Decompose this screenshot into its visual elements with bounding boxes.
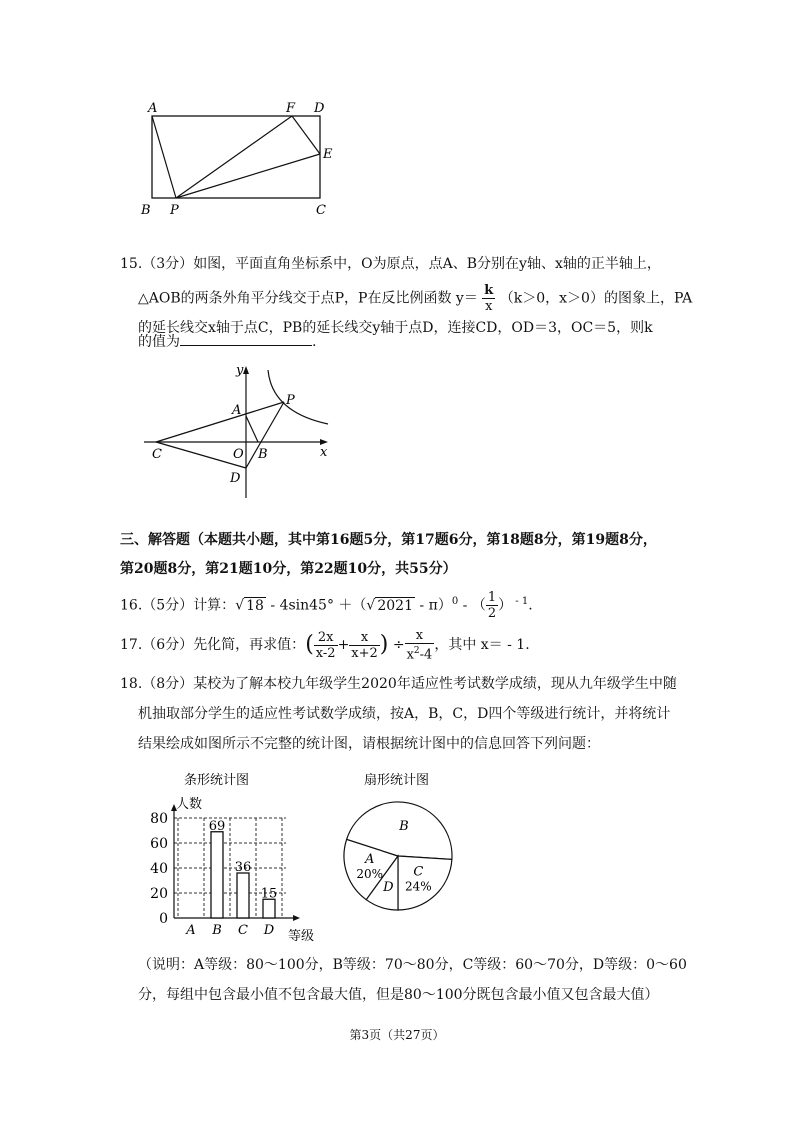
q16-mid-1: - 4sin45° ＋（ — [265, 597, 367, 614]
label-d2: D — [230, 471, 241, 486]
ytick-0: 0 — [159, 911, 168, 927]
label-a2: A — [232, 403, 242, 418]
q17-f3-den-exp: 2 — [413, 646, 420, 656]
q17-f3-den-tail: -4 — [419, 647, 433, 663]
data-label-D: 15 — [260, 886, 278, 902]
label-c2: C — [152, 447, 162, 462]
q16-frac-num: 1 — [487, 590, 497, 605]
label-e: E — [323, 147, 333, 162]
q16: 16.（5分）计算：√ 18 - 4sin45° ＋（√ 2021 - π）$^0$ - （ $\frac{1}{2}$ ） $^{- 1}$. — [120, 590, 533, 621]
q17-f1-num: 2x — [314, 630, 338, 646]
q18-line3: 结果绘成如图所示不完整的统计图，请根据统计图中的信息回答下列问题： — [138, 736, 600, 752]
xtick-C: C — [238, 923, 248, 938]
ytick-80: 80 — [150, 811, 168, 827]
q17-suffix: ，其中 x＝ - 1. — [434, 637, 530, 654]
q15-frac-num: k — [484, 283, 494, 298]
q16-prefix: 计算： — [193, 597, 236, 614]
q16-mid-3: - （ — [458, 597, 486, 614]
page-footer: 第3页（共27页） — [349, 1028, 445, 1042]
q15-text-4: 的值为 — [138, 334, 180, 350]
q18-note-line2: 分，每组中包含最小值不包含最大值，但是80～100分既包含最小值又包含最大值） — [138, 987, 659, 1003]
q18-line2: 机抽取部分学生的适应性考试数学成绩，按A，B，C，D四个等级进行统计，并将统计 — [138, 706, 671, 722]
q17-number: 17. — [120, 637, 143, 654]
q17-fraction-2 — [349, 630, 380, 661]
q18-number: 18. — [120, 676, 143, 692]
bar-chart-xticks — [185, 923, 274, 938]
q17-f3-den-wrap — [405, 644, 435, 662]
ytick-40: 40 — [150, 861, 168, 877]
pie-chart-title: 扇形统计图 — [364, 773, 430, 788]
q18-note-line1: （说明：A等级：80～100分，B等级：70～80分，C等级：60～70分，D等级：0～60 — [138, 957, 687, 973]
q17-plus: + — [337, 637, 350, 654]
label-p2: P — [286, 393, 295, 408]
ytick-20: 20 — [150, 886, 168, 902]
label-b: B — [141, 203, 151, 218]
q16-exp-0: 0 — [451, 595, 459, 607]
bar-C — [237, 873, 249, 918]
ytick-60: 60 — [150, 836, 168, 852]
q16-end: . — [528, 597, 533, 614]
q16-score: （5分） — [142, 597, 194, 614]
hyperbola-curve — [268, 370, 328, 424]
pie-label-A: A — [365, 852, 375, 868]
q18-line1 — [120, 674, 677, 694]
pie-label-D: D — [383, 879, 394, 895]
label-p: P — [170, 203, 179, 218]
q15-answer-line — [138, 331, 316, 352]
q15-text-1: 如图，平面直角坐标系中，O为原点，点A、B分别在y轴、x轴的正半轴上， — [193, 256, 661, 272]
figure-coordinate — [140, 362, 340, 502]
q18-score: （8分） — [142, 676, 194, 692]
data-label-B: 69 — [208, 818, 226, 834]
q17-prefix: 先化简，再求值： — [193, 637, 306, 654]
q17-f3-num: x — [405, 628, 435, 644]
pie-label-C: C — [413, 864, 424, 880]
label-a: A — [148, 101, 158, 116]
rectangle-abcd — [152, 116, 320, 198]
label-o: O — [233, 447, 244, 462]
q17-f2-den: x+2 — [351, 645, 378, 661]
bar-chart-ylabel: 人数 — [176, 797, 203, 812]
q15-text-2a: △AOB的两条外角平分线交于点P，P在反比例函数 y＝ — [138, 290, 478, 307]
q18-text-1: 某校为了解本校九年级学生2020年适应性考试数学成绩，现从九年级学生中随 — [193, 676, 677, 692]
q17-fraction-1 — [314, 630, 338, 661]
q15-score: （3分） — [142, 256, 194, 272]
data-label-C: 36 — [234, 860, 252, 875]
bar-B — [211, 832, 223, 918]
q16-radicand-2: 2021 — [377, 597, 413, 614]
segment-ap — [152, 116, 176, 198]
pie-chart-slices — [344, 802, 452, 910]
q16-fraction — [486, 590, 498, 621]
q15-number: 15. — [120, 256, 143, 272]
label-c: C — [316, 203, 326, 218]
q15-fraction — [482, 283, 495, 314]
q17-score: （6分） — [142, 637, 194, 654]
pie-chart — [336, 766, 466, 916]
bar-chart-xlabel: 等级 — [288, 929, 315, 944]
section-3-heading-line2: 第20题8分，第21题10分，第22题10分，共55分） — [120, 561, 457, 577]
xtick-A: A — [186, 923, 196, 938]
q17-paren-open: ( — [305, 632, 314, 658]
bar-chart-title: 条形统计图 — [184, 773, 250, 788]
q16-mid-2: - π） — [414, 597, 452, 614]
label-d: D — [314, 101, 325, 116]
q16-radicand-1: 18 — [246, 597, 264, 614]
x-axis-arrow — [293, 915, 300, 921]
pie-value-A: 20% — [356, 867, 384, 882]
bar-chart — [140, 766, 340, 946]
q16-number: 16. — [120, 597, 143, 614]
q17-f1-den: x-2 — [315, 645, 336, 661]
y-axis-arrow — [243, 366, 249, 374]
q17 — [120, 628, 530, 662]
bar-chart-yticks — [150, 811, 168, 927]
figure-rectangle — [136, 96, 346, 222]
xtick-B: B — [212, 923, 222, 938]
pie-value-C: 24% — [404, 879, 432, 894]
segment-ab — [246, 416, 258, 442]
label-f: F — [286, 101, 296, 116]
q15-text-3: 的延长线交x轴于点C，PB的延长线交y轴于点D，连接CD，OD＝3，OC＝5，则k — [138, 320, 653, 336]
q15-frac-den: x — [485, 299, 493, 314]
q15-text-2b: （k＞0，x＞0）的图象上，PA — [499, 290, 693, 307]
label-x: x — [320, 445, 328, 460]
pie-label-B: B — [399, 819, 409, 835]
q15-line2 — [138, 283, 692, 314]
q17-fraction-3 — [405, 628, 435, 662]
section-3-heading-line1: 三、解答题（本题共小题，其中第16题5分，第17题6分，第18题8分，第19题8分， — [120, 532, 657, 548]
q15-line1 — [120, 254, 661, 274]
q17-paren-close: ) — [379, 632, 389, 658]
xtick-D: D — [263, 923, 275, 938]
q17-divide: ÷ — [392, 637, 405, 654]
segment-pf — [176, 116, 292, 198]
q15-text-4-end: . — [312, 334, 317, 350]
q17-f2-num: x — [349, 630, 380, 646]
q15-answer-blank[interactable] — [180, 331, 312, 346]
q16-frac-den: 2 — [487, 606, 497, 621]
label-b2: B — [258, 447, 268, 462]
q16-mid-4: ） — [498, 597, 513, 614]
bar-D — [263, 899, 275, 918]
q17-f3-den: x — [406, 647, 414, 663]
segment-pe — [176, 154, 320, 198]
label-y: y — [236, 363, 244, 378]
q16-exp-1: - 1 — [512, 595, 529, 607]
segment-fe — [292, 116, 320, 154]
